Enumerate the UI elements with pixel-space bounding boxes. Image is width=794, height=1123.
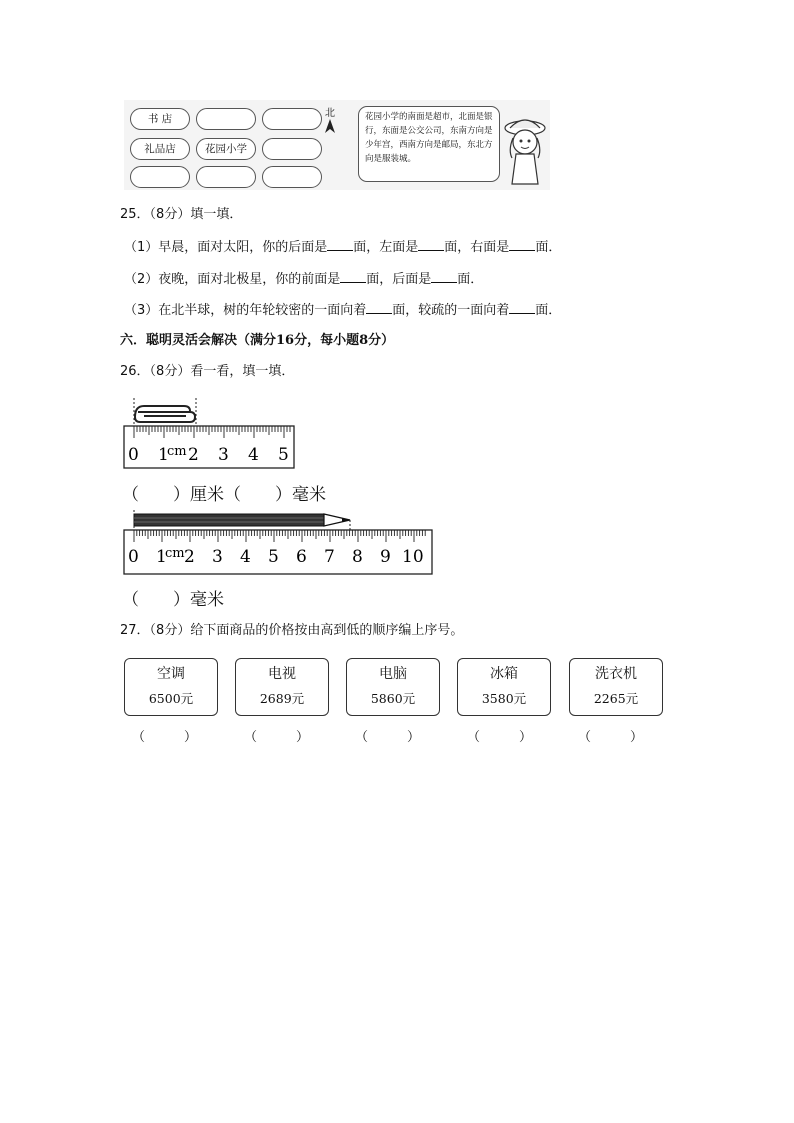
speech-bubble: 花园小学的南面是超市，北面是银行，东面是公交公司，东南方向是少年宫，西南方向是邮局，东北方向是服装城。 — [358, 106, 500, 182]
q26-answer2[interactable]: （ ）毫米 — [122, 590, 224, 610]
rank-blank[interactable]: （ ） — [244, 730, 310, 745]
product-name: 电脑 — [379, 666, 407, 682]
q25-p3-text: （3）在北半球，树的年轮较密的一面向着 — [124, 303, 367, 318]
section6-heading: 六．聪明灵活会解决（满分16分，每小题8分） — [120, 333, 395, 348]
q25-title: 25．（8分）填一填． — [120, 207, 243, 222]
ruler-label: 10 — [402, 547, 424, 567]
ruler-label: 1 — [158, 445, 169, 465]
q25-p2-text: （2）夜晚，面对北极星，你的前面是 — [124, 272, 341, 287]
ruler-label: 4 — [240, 547, 251, 567]
ruler-label: 6 — [296, 547, 307, 567]
rank-blank[interactable]: （ ） — [132, 730, 198, 745]
ruler-label: 2 — [184, 547, 195, 567]
q25-p2-text: 面，后面是 — [366, 272, 432, 287]
ruler-label: 5 — [268, 547, 279, 567]
q26-title: 26．（8分）看一看，填一填． — [120, 364, 295, 379]
q25-part3 — [124, 301, 561, 320]
product-price: 2689元 — [259, 691, 305, 706]
product-card — [346, 658, 440, 716]
map-box-empty — [262, 108, 322, 130]
q25-p1-text: 面． — [535, 240, 562, 255]
ruler-label: 4 — [248, 445, 259, 465]
ruler-label: 8 — [352, 547, 363, 567]
product-price: 3580元 — [481, 691, 527, 706]
q25-p1-text: 面，右面是 — [444, 240, 510, 255]
answer-blank[interactable] — [340, 270, 366, 283]
q25-p3-text: 面． — [535, 303, 562, 318]
answer-blank[interactable] — [366, 301, 392, 314]
q26-answer1[interactable]: （ ）厘米（ ）毫米 — [122, 485, 326, 505]
q25-part1 — [124, 238, 561, 257]
product-name: 电视 — [268, 666, 296, 682]
answer-blank[interactable] — [327, 238, 353, 251]
map-box-giftshop: 礼品店 — [130, 138, 190, 160]
answer-blank[interactable] — [509, 238, 535, 251]
product-card — [457, 658, 551, 716]
ruler-paperclip-figure — [122, 398, 298, 470]
ruler-label: 9 — [380, 547, 391, 567]
ruler-label: 0 — [128, 445, 139, 465]
rank-blank[interactable]: （ ） — [578, 730, 644, 745]
product-name: 洗衣机 — [595, 666, 637, 682]
direction-map-figure — [124, 100, 550, 190]
map-box-empty — [262, 166, 322, 188]
paperclip-icon — [135, 406, 195, 422]
map-box-empty — [196, 108, 256, 130]
q25-part2 — [124, 270, 483, 289]
product-name: 空调 — [157, 666, 185, 682]
north-label: 北 — [325, 108, 335, 119]
product-price: 5860元 — [370, 691, 416, 706]
ruler-label: 5 — [278, 445, 289, 465]
ruler-unit-label: cm — [165, 546, 185, 561]
product-card — [235, 658, 329, 716]
ruler-unit-label: cm — [167, 444, 187, 459]
map-box-empty — [196, 166, 256, 188]
answer-blank[interactable] — [431, 270, 457, 283]
map-box-empty — [130, 166, 190, 188]
rank-blank[interactable]: （ ） — [355, 730, 421, 745]
q25-p1-text: 面，左面是 — [353, 240, 419, 255]
ruler-label: 3 — [212, 547, 223, 567]
q25-p1-text: （1）早晨，面对太阳，你的后面是 — [124, 240, 328, 255]
answer-blank[interactable] — [509, 301, 535, 314]
q25-p3-text: 面，较疏的一面向着 — [392, 303, 510, 318]
rank-blank[interactable]: （ ） — [467, 730, 533, 745]
q27-title: 27．（8分）给下面商品的价格按由高到低的顺序编上序号。 — [120, 623, 464, 638]
pencil-icon — [134, 514, 350, 526]
product-price: 6500元 — [148, 691, 194, 706]
map-box-school: 花园小学 — [196, 138, 256, 160]
ruler-pencil-figure — [122, 510, 436, 576]
product-card — [569, 658, 663, 716]
north-arrow-icon — [325, 119, 335, 133]
map-box-bookstore: 书 店 — [130, 108, 190, 130]
q25-p2-text: 面． — [457, 272, 484, 287]
product-name: 冰箱 — [490, 666, 518, 682]
ruler-label: 2 — [188, 445, 199, 465]
product-price: 2265元 — [593, 691, 639, 706]
map-box-empty — [262, 138, 322, 160]
ruler-label: 0 — [128, 547, 139, 567]
girl-illustration-icon — [502, 116, 548, 186]
ruler-label: 3 — [218, 445, 229, 465]
product-card — [124, 658, 218, 716]
answer-blank[interactable] — [418, 238, 444, 251]
ruler-label: 7 — [324, 547, 335, 567]
north-indicator — [325, 104, 335, 136]
ruler-label: 1 — [156, 547, 167, 567]
